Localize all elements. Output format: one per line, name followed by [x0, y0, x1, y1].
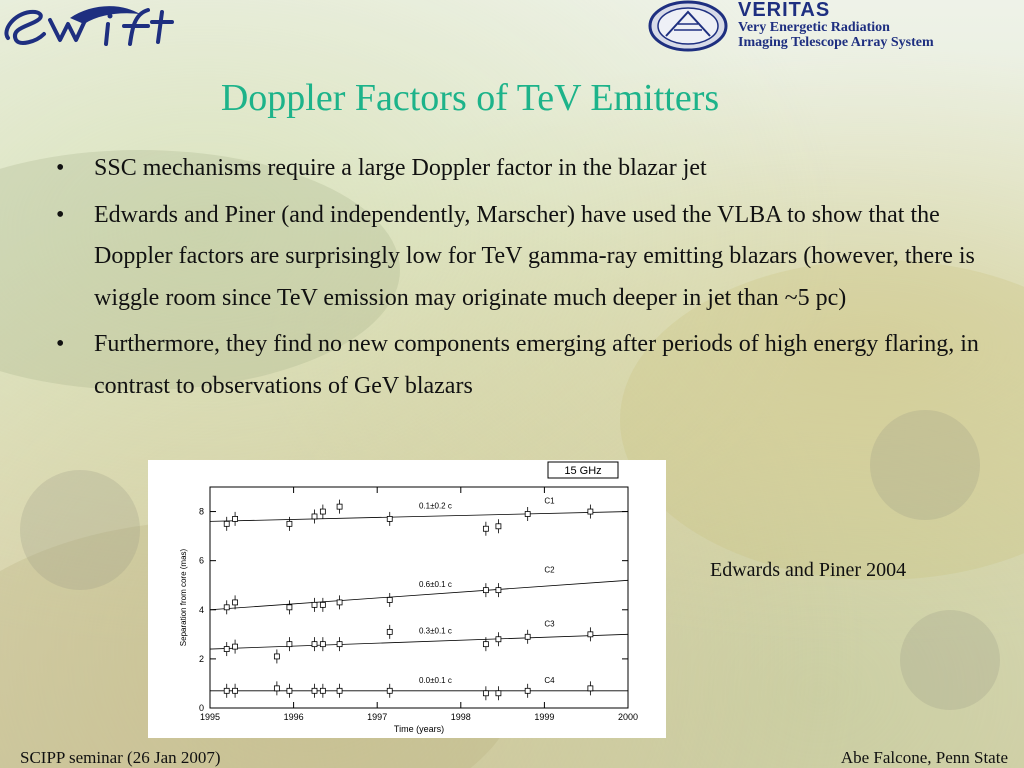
data-point-C3	[224, 647, 229, 652]
fit-label-C2: 0.6±0.1 c	[419, 580, 452, 590]
data-point-C4	[525, 688, 530, 693]
data-point-C3	[483, 642, 488, 647]
data-point-C1	[483, 526, 488, 531]
veritas-text-block	[738, 0, 934, 50]
bullet-list	[56, 148, 986, 412]
bullet-item	[56, 324, 986, 407]
x-axis-label: Time (years)	[393, 724, 445, 734]
fit-line-C1	[210, 512, 628, 522]
y-tick-label: 4	[198, 604, 204, 615]
data-point-C3	[525, 634, 530, 639]
data-point-C1	[496, 524, 501, 529]
data-point-C4	[588, 686, 593, 691]
data-point-C4	[233, 688, 238, 693]
data-point-C2	[224, 605, 229, 610]
data-point-C1	[588, 509, 593, 514]
data-point-C1	[525, 512, 530, 517]
data-point-C2	[287, 605, 292, 610]
data-point-C1	[224, 521, 229, 526]
veritas-subtitle-line1: Very Energetic Radiation	[738, 20, 890, 35]
series-label-C2: C2	[544, 565, 555, 575]
data-point-C2	[312, 602, 317, 607]
swift-logo	[0, 0, 190, 50]
chart-caption: Edwards and Piner 2004	[710, 559, 907, 581]
veritas-emblem-icon	[648, 0, 728, 52]
telescope-dish	[870, 410, 980, 520]
bullet-dot-icon: •	[56, 201, 65, 228]
x-tick-label: 1995	[199, 712, 221, 722]
fit-line-C3	[210, 634, 628, 649]
bullet-dot-icon: •	[56, 155, 65, 181]
data-point-C3	[287, 642, 292, 647]
data-point-C3	[588, 632, 593, 637]
bullet-item	[56, 195, 986, 320]
bullet-text: Furthermore, they find no new components emerging after periods of high energy flaring, in contrast to observations of GeV blazars	[94, 331, 979, 399]
data-point-C3	[496, 637, 501, 642]
data-point-C2	[337, 600, 342, 605]
data-point-C2	[233, 600, 238, 605]
telescope-dish	[900, 610, 1000, 710]
data-point-C3	[312, 642, 317, 647]
fit-label-C1: 0.1±0.2 c	[419, 501, 452, 511]
x-tick-label: 1998	[450, 712, 471, 722]
data-point-C3	[387, 629, 392, 634]
data-point-C2	[496, 588, 501, 593]
fit-label-C4: 0.0±0.1 c	[419, 675, 452, 685]
data-point-C4	[387, 688, 392, 693]
separation-chart	[148, 460, 666, 738]
bullet-item	[56, 148, 986, 190]
series-label-C4: C4	[544, 675, 555, 685]
data-point-C4	[312, 688, 317, 693]
data-point-C4	[496, 691, 501, 696]
y-tick-label: 8	[198, 506, 204, 517]
series-label-C3: C3	[544, 619, 555, 629]
x-tick-label: 1996	[283, 712, 304, 722]
data-point-C1	[337, 504, 342, 509]
bullet-text: Edwards and Piner (and independently, Marscher) have used the VLBA to show that the Doppler factors are surprisingly low for TeV gamma-ray emitting blazars (however, there is wiggle room since TeV emission may originate much deeper in jet than ~5 pc)	[94, 201, 975, 311]
y-tick-label: 0	[198, 703, 204, 713]
data-point-C1	[320, 509, 325, 514]
fit-label-C3: 0.3±0.1 c	[419, 626, 452, 636]
data-point-C4	[224, 688, 229, 693]
footer-author: Abe Falcone, Penn State	[840, 748, 1008, 767]
slide-title: Doppler Factors of TeV Emitters	[220, 77, 720, 119]
data-point-C3	[233, 644, 238, 649]
swift-logo-graphic	[0, 0, 190, 50]
veritas-subtitle-line2: Imaging Telescope Array System	[738, 35, 934, 50]
data-point-C3	[320, 642, 325, 647]
data-point-C1	[387, 516, 392, 521]
y-axis-label: Separation from core (mas)	[179, 548, 188, 647]
telescope-dish	[20, 470, 140, 590]
x-tick-label: 2000	[617, 712, 639, 722]
data-point-C4	[483, 691, 488, 696]
data-point-C4	[320, 688, 325, 693]
data-point-C4	[287, 688, 292, 693]
chart-title: 15 GHz	[564, 465, 602, 477]
data-point-C2	[387, 597, 392, 602]
data-point-C1	[233, 516, 238, 521]
data-point-C4	[274, 686, 279, 691]
data-point-C1	[312, 514, 317, 519]
footer-seminar: SCIPP seminar (26 Jan 2007)	[20, 748, 221, 767]
series-label-C1: C1	[544, 496, 555, 506]
separation-chart-svg	[148, 460, 666, 738]
x-tick-label: 1997	[367, 712, 388, 722]
data-point-C3	[274, 654, 279, 659]
data-point-C2	[483, 588, 488, 593]
bullet-text: SSC mechanisms require a large Doppler factor in the blazar jet	[94, 155, 707, 181]
y-tick-label: 6	[198, 555, 204, 566]
data-point-C4	[337, 688, 342, 693]
veritas-title: VERITAS	[738, 0, 831, 21]
data-point-C2	[320, 602, 325, 607]
x-tick-label: 1999	[534, 712, 555, 722]
data-point-C1	[287, 521, 292, 526]
data-point-C3	[337, 642, 342, 647]
bullet-dot-icon: •	[56, 331, 65, 357]
veritas-logo	[648, 0, 1024, 52]
y-tick-label: 2	[198, 653, 204, 664]
